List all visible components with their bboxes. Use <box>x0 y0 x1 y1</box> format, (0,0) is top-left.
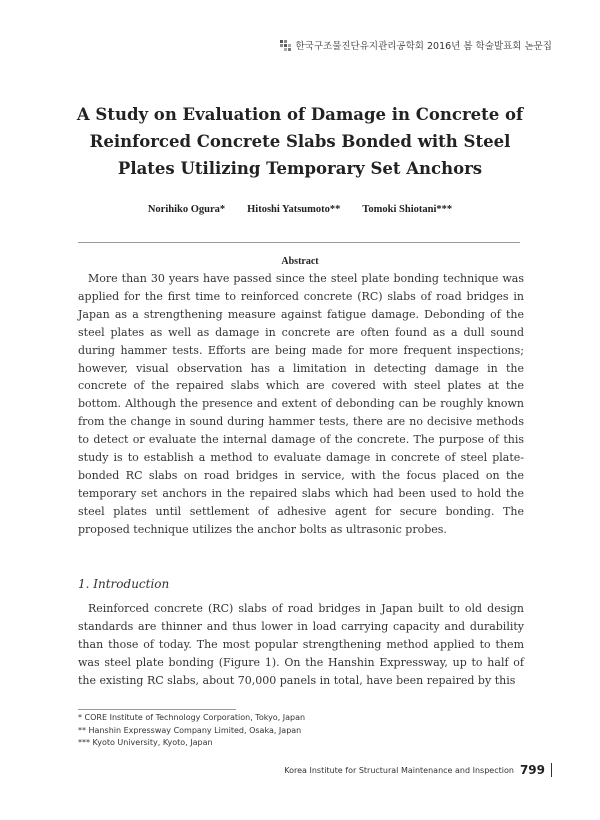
section-heading-introduction: 1. Introduction <box>78 577 170 591</box>
author-name: Norihiko Ogura* <box>147 204 226 215</box>
footnote: ** Hanshin Expressway Company Limited, Osaka, Japan <box>78 725 302 735</box>
author-list <box>0 204 600 215</box>
abstract-body: More than 30 years have passed since the steel plate bonding technique was applied for the first time to reinforced concrete (RC) slabs of road bridges in Japan as a strengthening measure against fatigue damage. Debonding of the steel plates as well as damage in concrete are often found as a dull sound during hammer tests. Efforts are being made for more frequent inspections; however, visual observation has a limitation in detecting damage in the concrete of the repaired slabs which are covered with steel plates at the bottom. Although the presence and extent of debonding can be roughly known from the change in sound during hammer tests, there are no decisive methods to detect or evaluate the internal damage of the concrete. The purpose of this study is to establish a method to evaluate damage in concrete of steel plate-bonded RC slabs on road bridges in service, with the focus placed on the temporary set anchors in the repaired slabs which had been used to hold the steel plates until settlement of adhesive agent for secure bonding. The proposed technique utilizes the anchor bolts as ultrasonic probes. <box>78 272 524 536</box>
paper-title: A Study on Evaluation of Damage in Concrete of Reinforced Concrete Slabs Bonded with Steel Plates Utilizing Temporary Set Anchors <box>76 105 524 178</box>
publisher-name: Korea Institute for Structural Maintenance and Inspection <box>284 765 514 775</box>
running-header <box>280 38 552 52</box>
footer-divider <box>551 763 552 777</box>
journal-name: 한국구조물진단유지관리공학회 2016년 봄 학술발표회 논문집 <box>295 41 552 52</box>
introduction-body: Reinforced concrete (RC) slabs of road bridges in Japan built to old design standards are thinner and thus lower in load carrying capacity and durability than those of today. The most popular strengthening method applied to them was steel plate bonding (Figure 1). On the Hanshin Expressway, up to half of the existing RC slabs, about 70,000 panels in total, have been repaired by this <box>78 602 524 687</box>
footnote: *** Kyoto University, Kyoto, Japan <box>78 738 213 747</box>
footnote-divider <box>78 709 236 710</box>
page-number: 799 <box>519 763 545 777</box>
bullet-square-icon <box>280 40 291 51</box>
footnote: * CORE Institute of Technology Corporation, Tokyo, Japan <box>78 713 306 722</box>
abstract-heading: Abstract <box>281 256 319 267</box>
author-name: Tomoki Shiotani*** <box>362 204 453 215</box>
author-name: Hitoshi Yatsumoto** <box>247 204 341 215</box>
footnotes <box>78 712 305 750</box>
title-divider <box>78 242 520 243</box>
page-footer <box>284 763 552 777</box>
